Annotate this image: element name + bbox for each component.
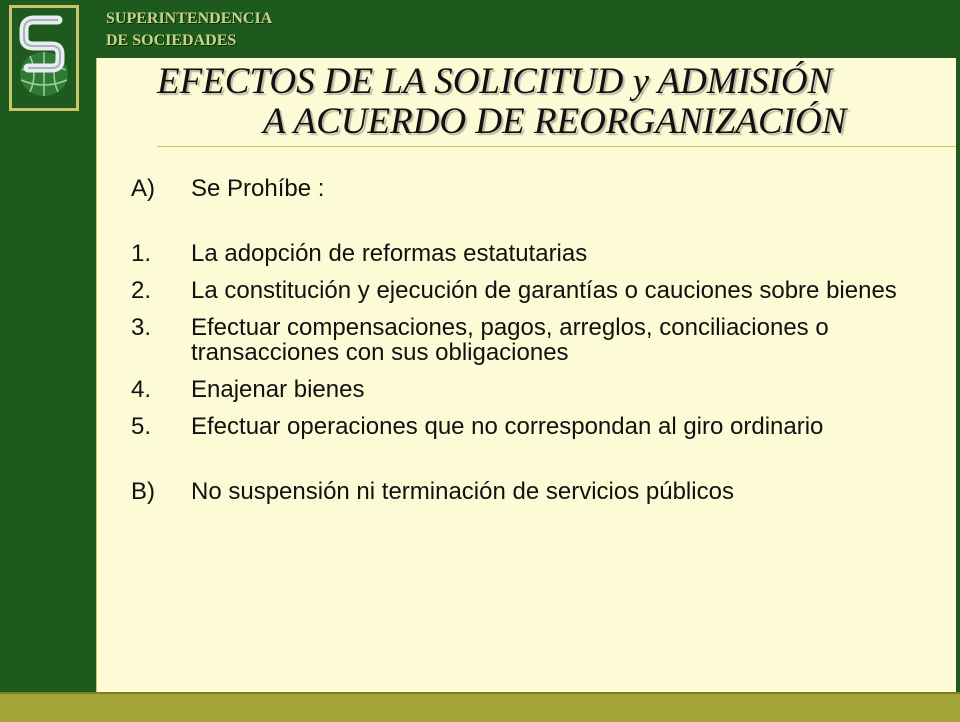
- list-item-text: La adopción de reformas estatutarias: [191, 240, 588, 267]
- list-item: [131, 278, 951, 303]
- slide-title-line2: A ACUERDO DE REORGANIZACIÓN: [263, 101, 847, 142]
- list-item-text: Enajenar bienes: [191, 376, 365, 403]
- left-sidebar: [0, 0, 96, 720]
- section-a-marker: A): [131, 175, 155, 202]
- list-item-number: 5.: [131, 413, 152, 440]
- slide-title: [157, 62, 957, 142]
- title-divider: [157, 146, 957, 147]
- section-a: [131, 176, 951, 201]
- list-item-number: 2.: [131, 277, 152, 304]
- list-item-number: 1.: [131, 240, 152, 267]
- bottom-bar: [0, 692, 960, 722]
- slide-content: [96, 58, 957, 692]
- organization-name: [106, 8, 272, 52]
- list-item-text: Efectuar operaciones que no correspondan al giro ordinario: [191, 413, 824, 440]
- section-b-text: No suspensión ni terminación de servicios públicos: [191, 478, 734, 505]
- list-item: [131, 241, 951, 266]
- list-item-number: 4.: [131, 376, 152, 403]
- superintendencia-logo-icon: [9, 5, 79, 111]
- right-frame-edge: [956, 58, 960, 692]
- organization-name-line2: DE SOCIEDADES: [106, 32, 237, 49]
- list-item: [131, 414, 951, 439]
- slide-title-line1: EFECTOS DE LA SOLICITUD y ADMISIÓN: [157, 61, 833, 102]
- slide-body: [131, 176, 951, 516]
- list-item-text: Efectuar compensaciones, pagos, arreglos, conciliaciones o transacciones con sus obligaciones: [191, 314, 829, 366]
- top-bar: [0, 0, 960, 58]
- list-item-text: La constitución y ejecución de garantías o cauciones sobre bienes: [191, 277, 897, 304]
- list-item: [131, 315, 951, 365]
- section-b: [131, 479, 951, 504]
- section-a-text: Se Prohíbe :: [191, 175, 325, 202]
- list-item: [131, 377, 951, 402]
- list-item-number: 3.: [131, 314, 152, 341]
- section-b-marker: B): [131, 478, 155, 505]
- organization-name-line1: SUPERINTENDENCIA: [106, 10, 273, 27]
